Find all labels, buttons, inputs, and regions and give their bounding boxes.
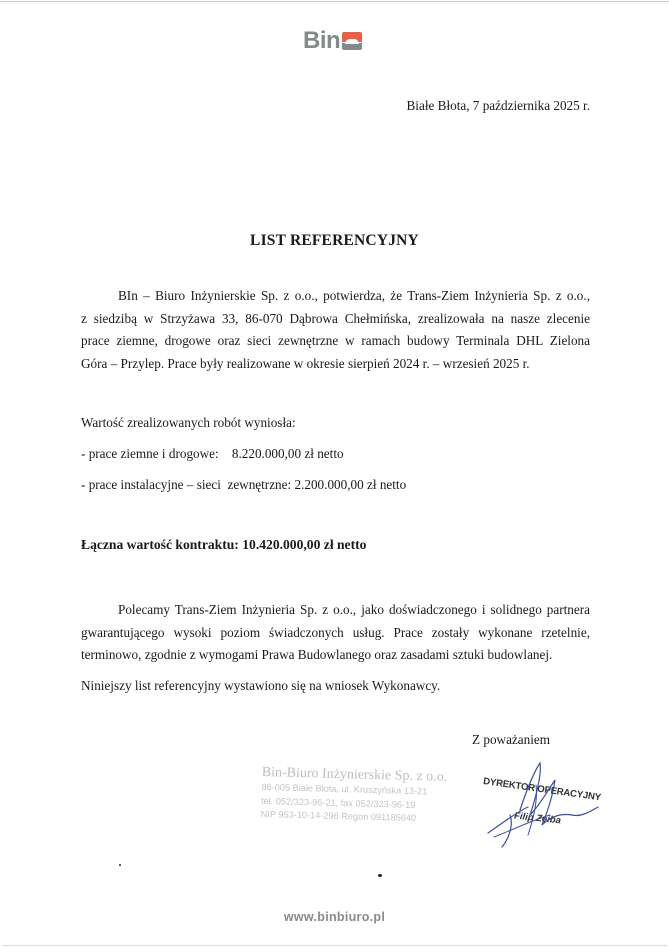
- scan-speck: [378, 874, 382, 877]
- stamp-line: tel. 052/323-96-21, fax 052/323-96-19: [260, 795, 416, 810]
- company-logo: [303, 27, 362, 54]
- date-line: Białe Błota, 7 października 2025 r.: [406, 98, 590, 113]
- stamp-line: 86-005 Białe Błota, ul. Kruszyńska 13-21: [261, 781, 428, 797]
- value-label: - prace ziemne i drogowe:: [81, 446, 219, 461]
- scan-speck: [119, 864, 121, 866]
- house-roof-icon: [342, 32, 362, 50]
- signature-block: [480, 755, 610, 850]
- footer-url: www.binbiuro.pl: [283, 910, 386, 924]
- values-intro: Wartość zrealizowanych robót wyniosła:: [81, 415, 296, 430]
- value-item: [81, 477, 406, 493]
- paragraph-line: Polecamy Trans-Ziem Inżynieria Sp. z o.o., jako doświadczonego i solidnego partnera: [118, 602, 590, 617]
- paragraph-line: terminowo, zgodnie z wymogami Prawa Budowlanego oraz zasadami sztuki budowlanej.: [81, 647, 553, 663]
- signature-name: Filip Zeiba: [513, 810, 562, 827]
- handwritten-signature: [480, 755, 610, 850]
- value-label: - prace instalacyjne – sieci zewnętrzne:: [81, 477, 292, 492]
- logo-text: Bin: [303, 27, 341, 54]
- letter-title: LIST REFERENCYJNY: [250, 232, 419, 249]
- contract-total: Łączna wartość kontraktu: 10.420.000,00 zł netto: [81, 537, 367, 552]
- bottom-border: [2, 945, 667, 946]
- regards: Z poważaniem: [472, 732, 550, 747]
- value-item: [81, 446, 344, 462]
- signature-title: DYREKTOR OPERACYJNY: [482, 776, 602, 804]
- paragraph-confirmation: [81, 285, 590, 375]
- stamp-title: Bin-Biuro Inżynierskie Sp. z o.o.: [261, 765, 448, 785]
- value-amount: 8.220.000,00 zł netto: [231, 446, 344, 461]
- closing-line: Niniejszy list referencyjny wystawiono się na wniosek Wykonawcy.: [81, 678, 441, 693]
- paragraph-line: z siedzibą w Strzyżawa 33, 86-070 Dąbrowa Chełmińska, zrealizowała na nasze zlecenie: [81, 310, 590, 326]
- paragraph-line: prace ziemne, drogowe oraz sieci zewnętrzne w ramach budowy Terminala DHL Zielona: [81, 333, 590, 349]
- value-amount: 2.200.000,00 zł netto: [294, 477, 407, 492]
- paragraph-line: BIn – Biuro Inżynierskie Sp. z o.o., potwierdza, że Trans-Ziem Inżynieria Sp. z o.o.,: [118, 288, 590, 303]
- top-border: [0, 1, 669, 2]
- company-stamp: [261, 765, 448, 826]
- paragraph-line: Góra – Przylep. Prace były realizowane w okresie sierpień 2024 r. – wrzesień 2025 r.: [81, 355, 530, 371]
- paragraph-line: gwarantującego wysoki poziom świadczonych usług. Prace zostały wykonane rzetelnie,: [81, 624, 590, 640]
- paragraph-recommendation: [81, 599, 590, 667]
- stamp-line: NIP 953-10-14-296 Regon 091185640: [260, 808, 417, 824]
